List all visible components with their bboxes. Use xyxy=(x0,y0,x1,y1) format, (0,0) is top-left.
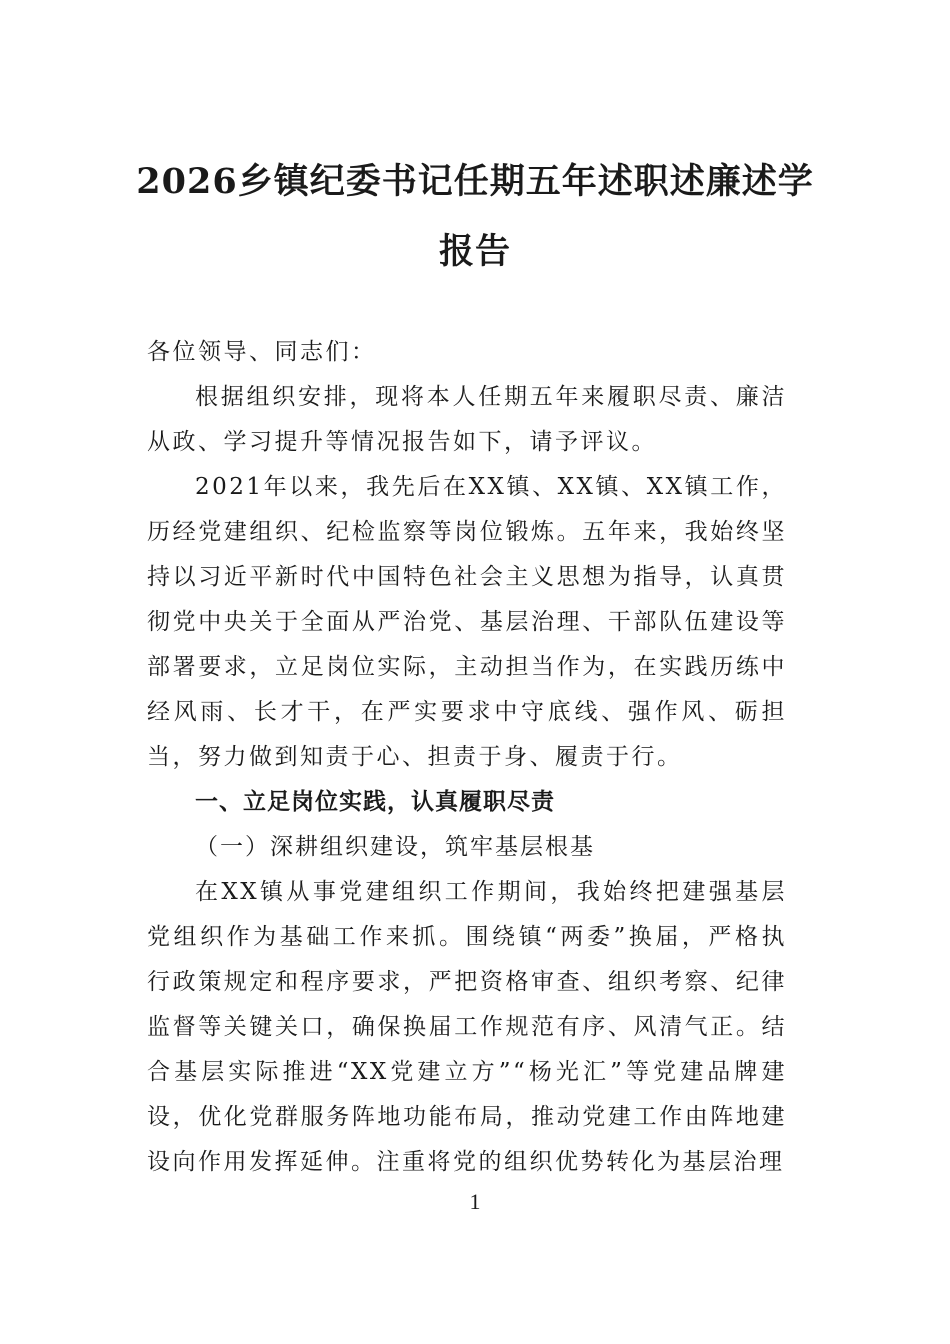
document-body xyxy=(147,330,787,1185)
document-title-line-1: 2026乡镇纪委书记任期五年述职述廉述学 xyxy=(136,161,814,202)
page-number: 1 xyxy=(469,1189,481,1214)
background-paragraph: 2021年以来，我先后在XX镇、XX镇、XX镇工作，历经党建组织、纪检监察等岗位锻炼。五年来，我始终坚持以习近平新时代中国特色社会主义思想为指导，认真贯彻党中央关于全面从严治党、基层治理、干部队伍建设等部署要求，立足岗位实际，主动担当作为，在实践历练中经风雨、长才干，在严实要求中守底线、强作风、砺担当，努力做到知责于心、担责于身、履责于行。 xyxy=(147,474,787,770)
intro-paragraph: 根据组织安排，现将本人任期五年来履职尽责、廉洁从政、学习提升等情况报告如下，请予评议。 xyxy=(147,384,787,455)
section-heading: 一、立足岗位实践，认真履职尽责 xyxy=(195,789,555,815)
document-title-line-2: 报告 xyxy=(438,231,511,272)
salutation: 各位领导、同志们： xyxy=(147,339,377,365)
subsection-heading: （一）深耕组织建设，筑牢基层根基 xyxy=(195,834,595,860)
body-paragraph: 在XX镇从事党建组织工作期间，我始终把建强基层党组织作为基础工作来抓。围绕镇“两委”换届，严格执行政策规定和程序要求，严把资格审查、组织考察、纪律监督等关键关口，确保换届工作规范有序、风清气正。结合基层实际推进“XX党建立方”“杨光汇”等党建品牌建设，优化党群服务阵地功能布局，推动党建工作由阵地建设向作用发挥延伸。注重将党的组织优势转化为基层治理 xyxy=(147,879,787,1175)
